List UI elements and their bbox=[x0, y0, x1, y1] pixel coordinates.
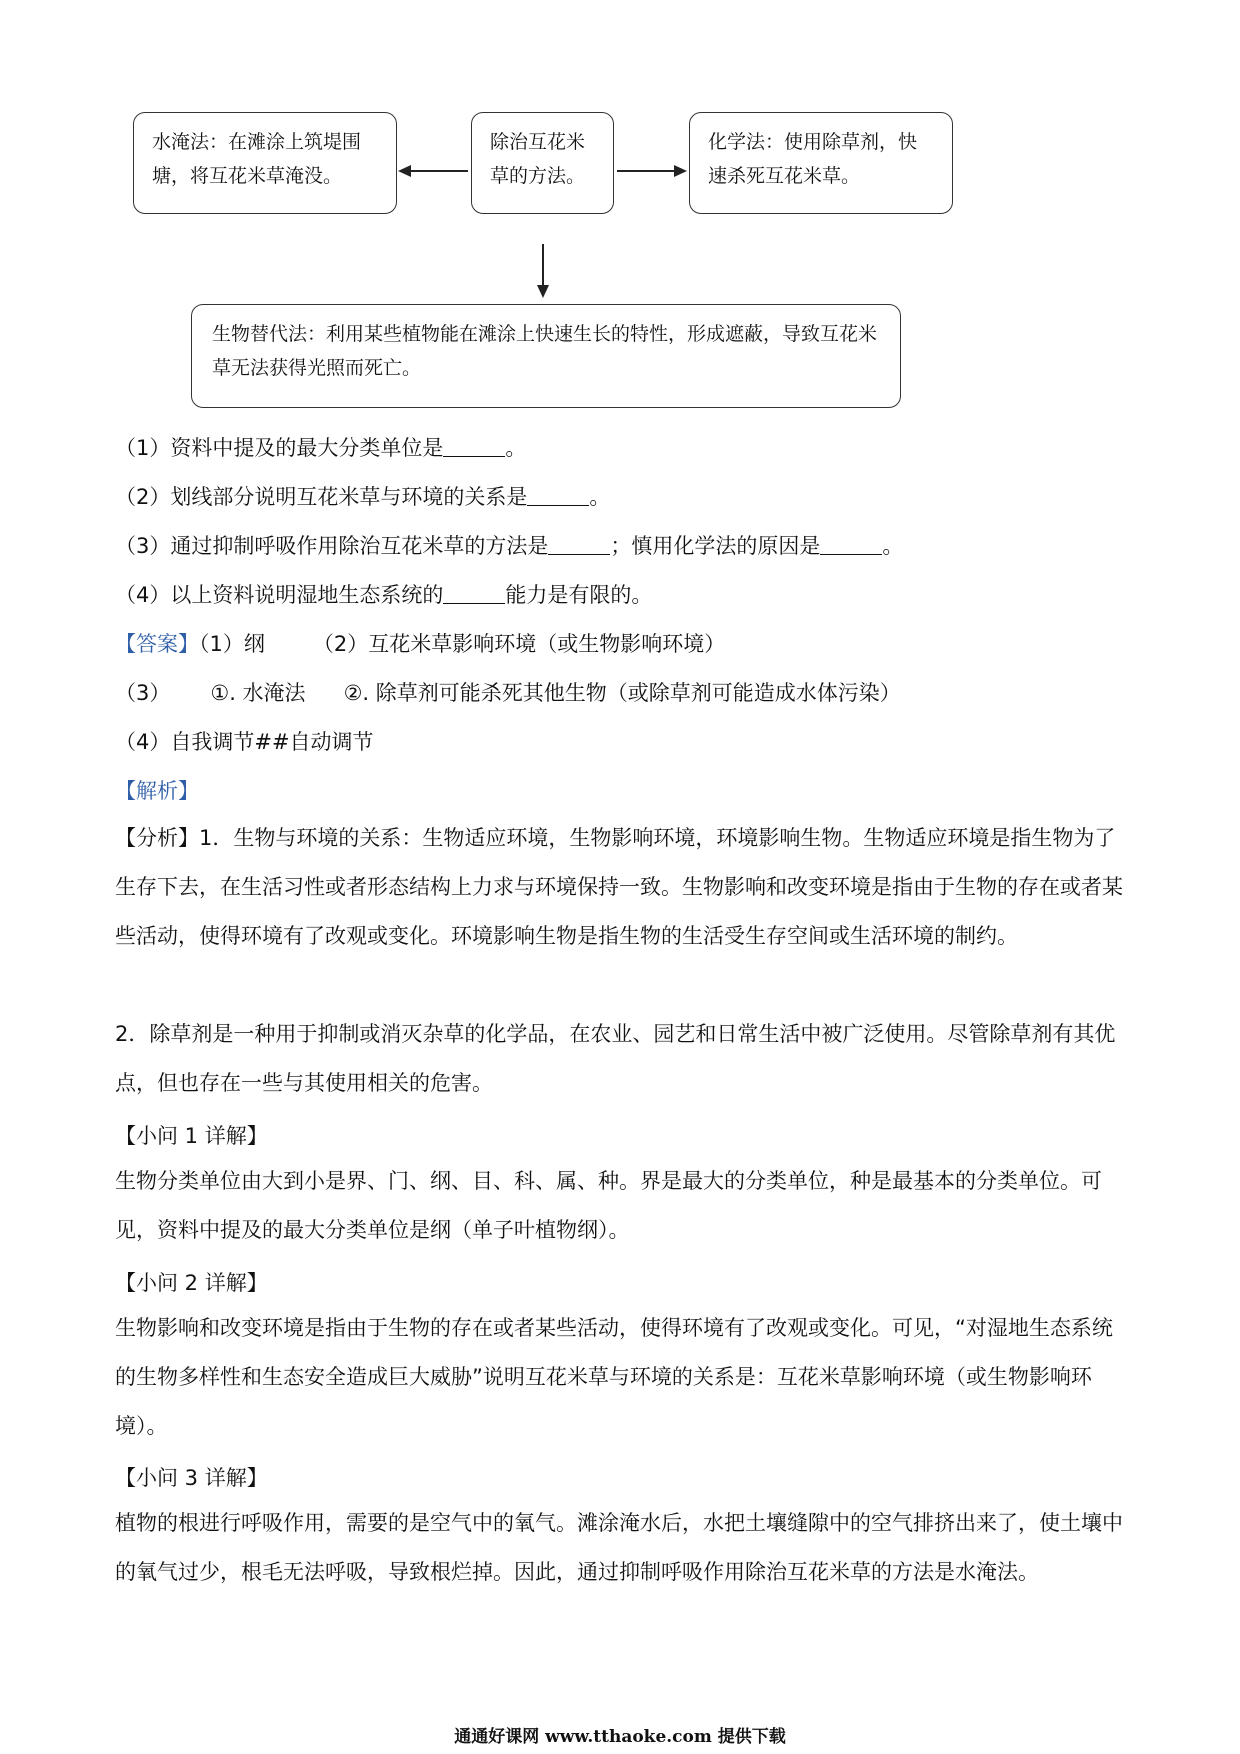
question-4-end: 能力是有限的。 bbox=[505, 583, 653, 607]
answer-line-4 bbox=[115, 726, 374, 756]
question-3-end: 。 bbox=[882, 534, 904, 558]
question-4 bbox=[115, 579, 652, 609]
question-1 bbox=[115, 432, 526, 462]
sub-question-1-detail: 生物分类单位由大到小是界、门、纲、目、科、属、种。界是最大的分类单位，种是最基本的分类单位。可见，资料中提及的最大分类单位是纲（单子叶植物纲）。 bbox=[115, 1169, 1102, 1242]
flow-box-chemical-text: 化学法：使用除草剂，快速杀死互花米草。 bbox=[708, 131, 918, 187]
sub-question-3-heading: 【小问 3 详解】 bbox=[115, 1466, 268, 1490]
sub-question-2-detail: 生物影响和改变环境是指由于生物的存在或者某些活动，使得环境有了改观或变化。可见，“对湿地生态系统的生物多样性和生态安全造成巨大威胁”说明互花米草与环境的关系是：互花米草影响环境（或生物影响环境）。 bbox=[115, 1316, 1113, 1438]
arrow-right-line bbox=[617, 170, 675, 172]
arrow-down-head bbox=[537, 285, 549, 298]
flow-box-biological-substitution bbox=[191, 304, 901, 408]
arrow-right-head bbox=[674, 165, 687, 177]
page-footer: 通通好课网 www.tthaoke.com 提供下载 bbox=[454, 1727, 786, 1747]
question-2-text: （2）划线部分说明互花米草与环境的关系是 bbox=[115, 485, 528, 509]
answer-blank bbox=[443, 435, 505, 457]
analysis-label: 【解析】 bbox=[115, 779, 199, 803]
flow-box-methods-text: 除治互花米草的方法。 bbox=[490, 131, 586, 187]
answer-blank bbox=[548, 533, 610, 555]
arrow-left-head bbox=[398, 165, 411, 177]
answer-4: （4）自我调节##自动调节 bbox=[115, 730, 374, 754]
question-3 bbox=[115, 530, 903, 560]
analysis-paragraph-2: 2．除草剂是一种用于抑制或消灭杂草的化学品，在农业、园艺和日常生活中被广泛使用。尽管除草剂有其优点，但也存在一些与其使用相关的危害。 bbox=[115, 1022, 1116, 1095]
answer-1: （1）纲 bbox=[199, 632, 265, 656]
question-3-text: （3）通过抑制呼吸作用除治互花米草的方法是 bbox=[115, 534, 549, 558]
question-1-text: （1）资料中提及的最大分类单位是 bbox=[115, 436, 444, 460]
flow-box-water-flooding bbox=[133, 112, 397, 214]
question-4-text: （4）以上资料说明湿地生态系统的 bbox=[115, 583, 444, 607]
answer-3-number: （3） bbox=[115, 681, 171, 705]
arrow-down-line bbox=[542, 244, 544, 286]
answer-line-1 bbox=[115, 628, 725, 658]
question-2-end: 。 bbox=[589, 485, 611, 509]
answer-label: 【答案】 bbox=[115, 632, 199, 656]
answer-blank bbox=[527, 484, 589, 506]
flow-box-water-flooding-text: 水淹法：在滩涂上筑堤围塘，将互花米草淹没。 bbox=[152, 131, 362, 187]
arrow-left-line bbox=[410, 170, 468, 172]
flow-box-biological-text: 生物替代法：利用某些植物能在滩涂上快速生长的特性，形成遮蔽，导致互花米草无法获得光照而死亡。 bbox=[212, 323, 878, 379]
question-3-mid: ；慎用化学法的原因是 bbox=[610, 534, 821, 558]
flow-box-methods-center bbox=[471, 112, 614, 214]
question-1-end: 。 bbox=[505, 436, 527, 460]
answer-blank bbox=[443, 582, 505, 604]
answer-3-part-2: ②. 除草剂可能杀死其他生物（或除草剂可能造成水体污染） bbox=[343, 681, 901, 705]
flow-box-chemical bbox=[689, 112, 953, 214]
answer-blank bbox=[820, 533, 882, 555]
answer-2: （2）互花米草影响环境（或生物影响环境） bbox=[312, 632, 726, 656]
sub-question-1-heading: 【小问 1 详解】 bbox=[115, 1124, 268, 1148]
answer-line-3 bbox=[115, 677, 901, 707]
sub-question-2-heading: 【小问 2 详解】 bbox=[115, 1271, 268, 1295]
sub-question-3-detail: 植物的根进行呼吸作用，需要的是空气中的氧气。滩涂淹水后，水把土壤缝隙中的空气排挤出来了，使土壤中的氧气过少，根毛无法呼吸，导致根烂掉。因此，通过抑制呼吸作用除治互花米草的方法是水淹法。 bbox=[115, 1511, 1123, 1584]
answer-3-part-1: ①. 水淹法 bbox=[210, 681, 306, 705]
analysis-paragraph-1: 【分析】1．生物与环境的关系：生物适应环境，生物影响环境，环境影响生物。生物适应环境是指生物为了生存下去，在生活习性或者形态结构上力求与环境保持一致。生物影响和改变环境是指由于生物的存在或者某些活动，使得环境有了改观或变化。环境影响生物是指生物的生活受生存空间或生活环境的制约。 bbox=[115, 826, 1123, 948]
question-2 bbox=[115, 481, 610, 511]
